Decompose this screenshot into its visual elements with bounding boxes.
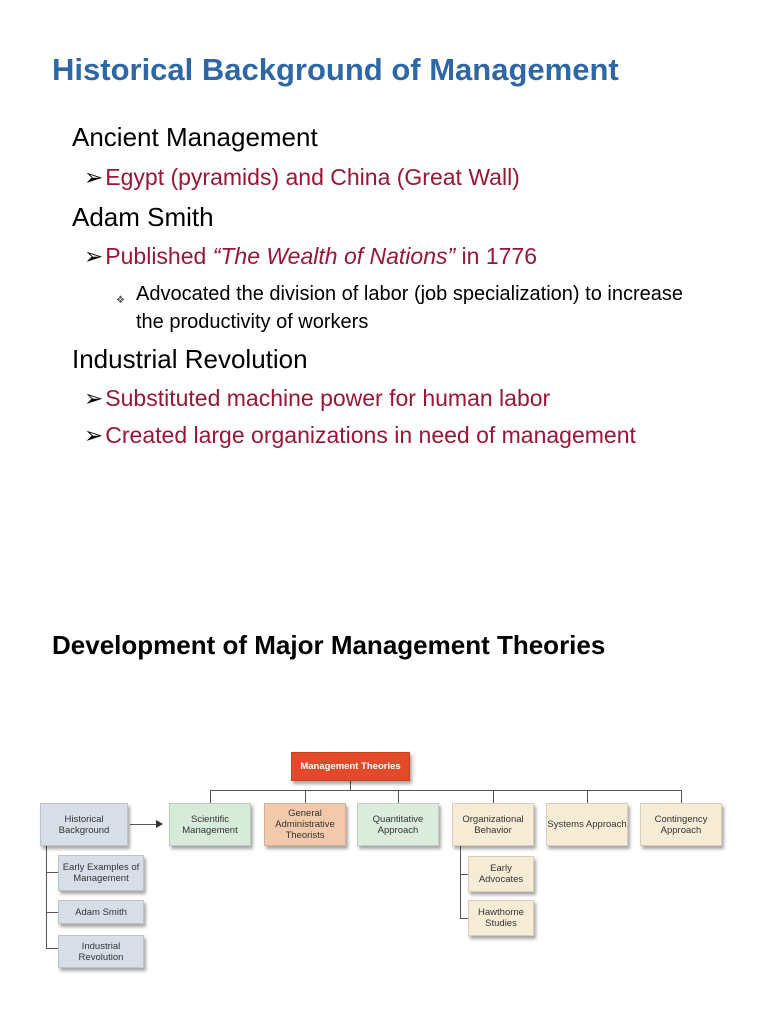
bullet-machine-power — [84, 385, 550, 412]
connector-line — [210, 790, 211, 803]
box-early-examples: Early Examples of Management — [58, 855, 144, 891]
box-scientific-management: Scientific Management — [169, 803, 251, 846]
bullet-suffix: in 1776 — [455, 243, 538, 269]
connector-line — [398, 790, 399, 803]
bullet-large-organizations — [84, 422, 636, 449]
box-contingency-approach: Contingency Approach — [640, 803, 722, 846]
bullet-text: Egypt (pyramids) and China (Great Wall) — [105, 164, 520, 190]
connector-line — [305, 790, 306, 803]
bullet-text: Created large organizations in need of management — [105, 422, 636, 448]
box-hawthorne-studies: Hawthorne Studies — [468, 900, 534, 936]
connector-line — [460, 846, 461, 918]
connector-line — [46, 846, 47, 948]
bullet-text: Substituted machine power for human labor — [105, 385, 551, 411]
heading-ancient-management: Ancient Management — [72, 122, 318, 152]
heading-adam-smith: Adam Smith — [72, 202, 214, 232]
box-industrial-revolution: Industrial Revolution — [58, 935, 144, 968]
arrow-line — [130, 824, 158, 825]
box-early-advocates: Early Advocates — [468, 856, 534, 892]
box-organizational-behavior: Organizational Behavior — [452, 803, 534, 846]
arrow-bullet-icon: ➢ — [84, 243, 104, 269]
connector-line — [46, 912, 58, 913]
connector-line — [46, 948, 58, 949]
book-title: “The Wealth of Nations” — [212, 243, 456, 269]
connector-line — [681, 790, 682, 803]
slide-title: Historical Background of Management — [52, 52, 619, 87]
connector-line — [493, 790, 494, 803]
arrow-bullet-icon: ➢ — [84, 385, 104, 411]
box-general-administrative: General Administrative Theorists — [264, 803, 346, 846]
diamond-bullet-icon: ❖ — [116, 295, 125, 306]
box-systems-approach: Systems Approach — [546, 803, 628, 846]
box-adam-smith: Adam Smith — [58, 900, 144, 924]
sub-bullet-text: Advocated the division of labor (job specialization) to increase the productivity of workers — [136, 283, 683, 333]
bullet-prefix: Published — [105, 243, 213, 269]
heading-industrial-revolution: Industrial Revolution — [72, 344, 308, 374]
box-management-theories: Management Theories — [291, 752, 410, 781]
box-historical-background: Historical Background — [40, 803, 128, 846]
box-quantitative-approach: Quantitative Approach — [357, 803, 439, 846]
bullet-egypt-china — [84, 164, 520, 191]
arrow-bullet-icon: ➢ — [84, 422, 104, 448]
bullet-wealth-of-nations — [84, 243, 537, 270]
arrow-bullet-icon: ➢ — [84, 164, 104, 190]
connector-line — [587, 790, 588, 803]
connector-line — [460, 874, 468, 875]
connector-line — [460, 918, 468, 919]
connector-line — [46, 872, 58, 873]
sub-bullet-division-of-labor — [116, 280, 716, 340]
slide-title-2: Development of Major Management Theories — [52, 630, 606, 660]
arrow-head-icon — [156, 820, 163, 828]
connector-line — [210, 790, 682, 791]
